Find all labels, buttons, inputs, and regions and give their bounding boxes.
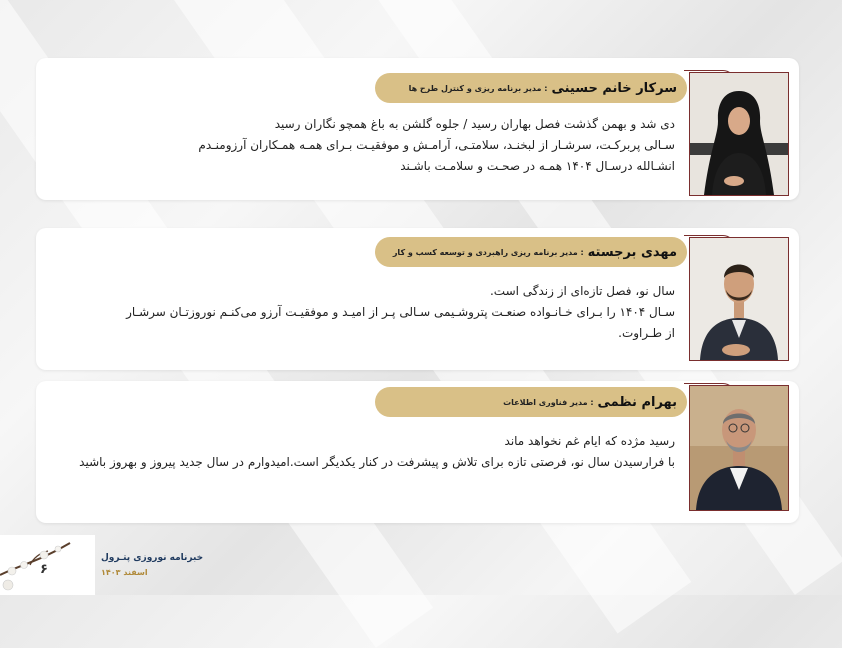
person-role: : مدیر برنامه ریزی و کنترل طرح ها [408, 83, 548, 93]
person-card-hosseini [36, 58, 799, 200]
message-text [126, 281, 675, 344]
person-photo-barjesteh [689, 237, 789, 361]
message-text [198, 114, 675, 177]
person-photo-nazmi [689, 385, 789, 511]
newsletter-date: اسفند ۱۴۰۳ [101, 568, 148, 577]
person-name: بهرام نظمی [597, 394, 677, 410]
person-role: : مدیر فناوری اطلاعات [503, 397, 594, 407]
person-role: : مدیر برنامه ریزی راهبردی و توسعه کسب و کار [392, 247, 584, 257]
message-line: سـال ۱۴۰۴ را بـرای خـانـواده صنعـت پتروشـیمی سـالی پـر از امیـد و موفقیـت آرزو می‌کنـم نوروزتـان سرشـار [126, 305, 675, 319]
message-line: سال نو، فصل تازه‌ای از زندگی است. [489, 284, 675, 298]
person-name: سرکار خانم حسینی [551, 80, 677, 96]
message-line: از طـراوت. [618, 326, 675, 340]
name-pill-nazmi [375, 387, 687, 417]
page-number: ۶ [40, 562, 48, 577]
message-line: رسید مژده که ایام غم نخواهد ماند [504, 434, 675, 448]
message-line: دی شد و بهمن گذشت فصل بهاران رسید / جلوه گلشن به باغ همچو نگاران رسید [274, 117, 675, 131]
person-card-nazmi [36, 381, 799, 523]
message-line: انشـالله درسـال ۱۴۰۴ همـه در صحـت و سلامـت باشـند [400, 159, 675, 173]
name-pill-barjesteh [375, 237, 687, 267]
person-card-barjesteh [36, 228, 799, 370]
message-text [79, 431, 675, 473]
person-name: مهدی برجسته [587, 244, 677, 260]
message-line: سـالی پربرکـت، سرشـار از لبخنـد، سلامتـی، آرامـش و موفقیـت بـرای همـه همـکاران آرزومنـدم [198, 138, 675, 152]
person-photo-hosseini [689, 72, 789, 196]
newsletter-title: خبرنامه نوروزی پتـرول [101, 553, 204, 563]
footer-blossom-decoration [0, 535, 100, 595]
message-line: با فرارسیدن سال نو، فرصتی تازه برای تلاش و پیشرفت در کنار یکدیگر است.امیدوارم در سال جدید پیروز و بهروز باشید [79, 455, 675, 469]
name-pill-hosseini [375, 73, 687, 103]
